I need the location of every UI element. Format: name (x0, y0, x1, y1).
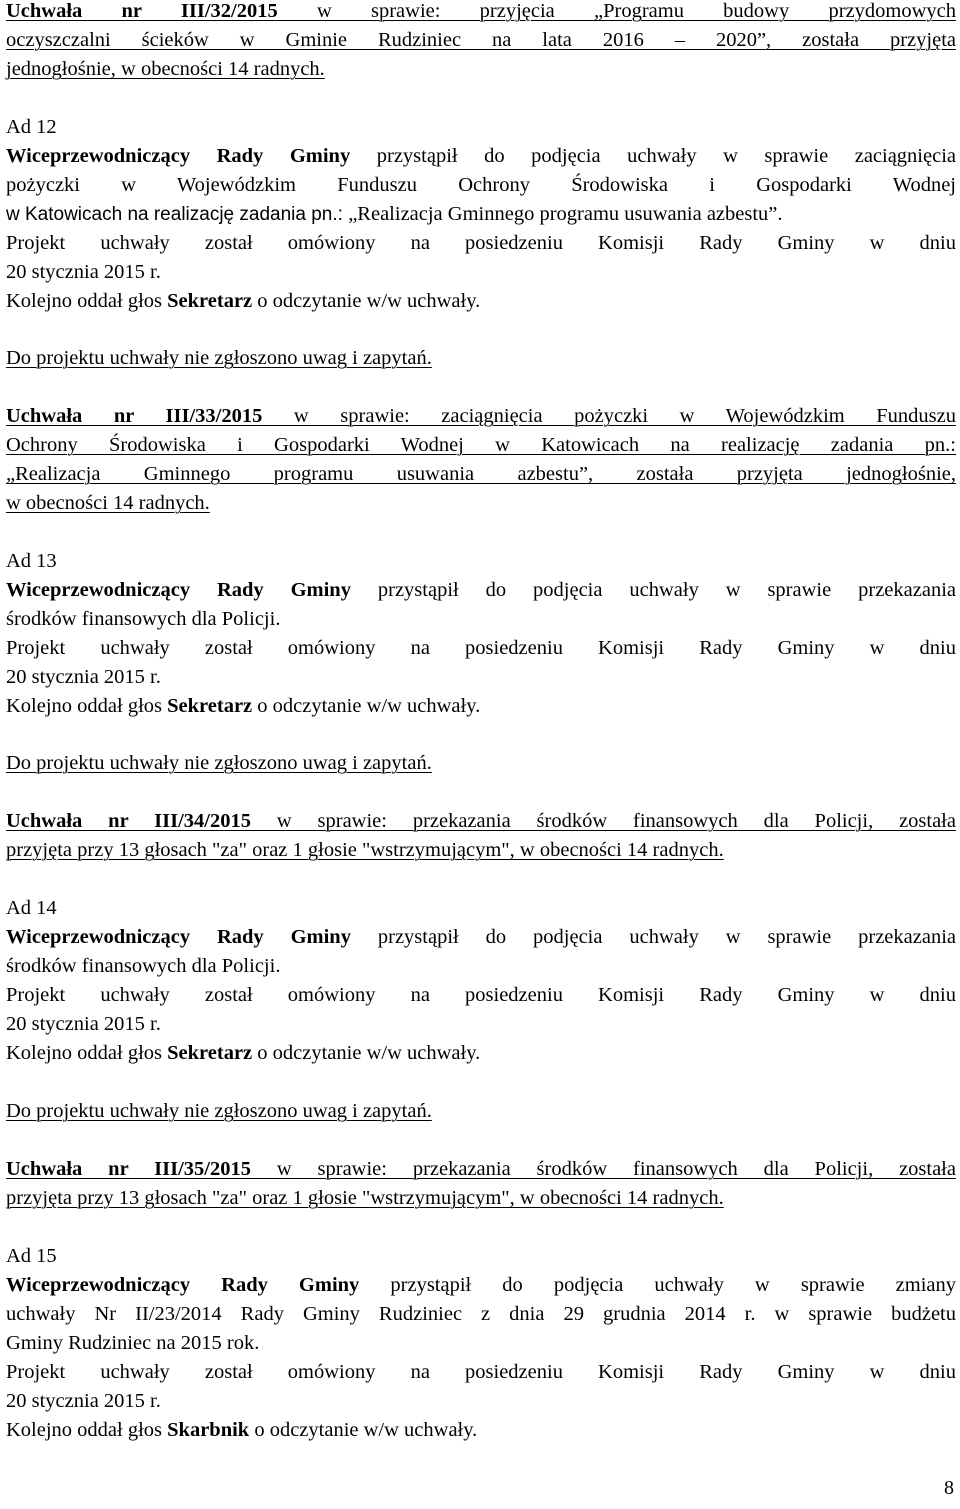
resolution-35-line-1: Uchwała nr III/35/2015 w sprawie: przekazania środków finansowych dla Policji, została (6, 1158, 956, 1180)
ad13-line-4: 20 stycznia 2015 r. (6, 666, 161, 688)
page-number: 8 (944, 1477, 954, 1499)
ad12-line-6: Kolejno oddał głos Sekretarz o odczytanie w/w uchwały. (6, 290, 481, 312)
ad14-line-5: Kolejno oddał głos Sekretarz o odczytanie w/w uchwały. (6, 1042, 481, 1064)
ad13-line-5: Kolejno oddał głos Sekretarz o odczytanie w/w uchwały. (6, 695, 481, 717)
agenda-item-13-heading: Ad 13 (6, 550, 57, 572)
ad15-line-3: Gminy Rudziniec na 2015 rok. (6, 1332, 260, 1354)
ad12-line-5: 20 stycznia 2015 r. (6, 261, 161, 283)
resolution-33-line-1: Uchwała nr III/33/2015 w sprawie: zaciągnięcia pożyczki w Wojewódzkim Funduszu (6, 405, 956, 427)
resolution-32-line-1: Uchwała nr III/32/2015 w sprawie: przyjęcia „Programu budowy przydomowych (6, 0, 956, 22)
ad15-line-6: Kolejno oddał głos Skarbnik o odczytanie w/w uchwały. (6, 1419, 478, 1441)
ad13-line-1: Wiceprzewodniczący Rady Gminy przystąpił do podjęcia uchwały w sprawie przekazania (6, 579, 956, 601)
ad12-line-4: Projekt uchwały został omówiony na posiedzeniu Komisji Rady Gminy w dniu (6, 232, 956, 254)
ad15-line-4: Projekt uchwały został omówiony na posiedzeniu Komisji Rady Gminy w dniu (6, 1361, 956, 1383)
ad13-no-comments: Do projektu uchwały nie zgłoszono uwag i zapytań. (6, 752, 432, 774)
ad12-no-comments: Do projektu uchwały nie zgłoszono uwag i zapytań. (6, 347, 432, 369)
ad14-no-comments: Do projektu uchwały nie zgłoszono uwag i zapytań. (6, 1100, 432, 1122)
ad13-line-2: środków finansowych dla Policji. (6, 608, 281, 630)
resolution-32-line-3: jednogłośnie, w obecności 14 radnych. (6, 58, 325, 80)
ad14-line-2: środków finansowych dla Policji. (6, 955, 281, 977)
resolution-35-line-2: przyjęta przy 13 głosach "za" oraz 1 głosie "wstrzymującym", w obecności 14 radnych. (6, 1187, 724, 1209)
agenda-item-12-heading: Ad 12 (6, 116, 57, 138)
ad14-line-4: 20 stycznia 2015 r. (6, 1013, 161, 1035)
resolution-32-line-2: oczyszczalni ścieków w Gminie Rudziniec na lata 2016 – 2020”, została przyjęta (6, 29, 956, 51)
ad14-line-3: Projekt uchwały został omówiony na posiedzeniu Komisji Rady Gminy w dniu (6, 984, 956, 1006)
ad12-line-3: w Katowicach na realizację zadania pn.: „Realizacja Gminnego programu usuwania azbestu”. (6, 203, 783, 225)
ad15-line-1: Wiceprzewodniczący Rady Gminy przystąpił do podjęcia uchwały w sprawie zmiany (6, 1274, 956, 1296)
resolution-34-line-2: przyjęta przy 13 głosach "za" oraz 1 głosie "wstrzymującym", w obecności 14 radnych. (6, 839, 724, 861)
ad15-line-5: 20 stycznia 2015 r. (6, 1390, 161, 1412)
ad13-line-3: Projekt uchwały został omówiony na posiedzeniu Komisji Rady Gminy w dniu (6, 637, 956, 659)
resolution-33-line-4: w obecności 14 radnych. (6, 492, 210, 514)
resolution-33-line-3: „Realizacja Gminnego programu usuwania azbestu”, została przyjęta jednogłośnie, (6, 463, 956, 485)
ad15-line-2: uchwały Nr II/23/2014 Rady Gminy Rudziniec z dnia 29 grudnia 2014 r. w sprawie budżetu (6, 1303, 956, 1325)
ad12-line-1: Wiceprzewodniczący Rady Gminy przystąpił do podjęcia uchwały w sprawie zaciągnięcia (6, 145, 956, 167)
resolution-34-line-1: Uchwała nr III/34/2015 w sprawie: przekazania środków finansowych dla Policji, została (6, 810, 956, 832)
agenda-item-15-heading: Ad 15 (6, 1245, 57, 1267)
resolution-33-line-2: Ochrony Środowiska i Gospodarki Wodnej w Katowicach na realizację zadania pn.: (6, 434, 956, 456)
ad12-line-2: pożyczki w Wojewódzkim Funduszu Ochrony Środowiska i Gospodarki Wodnej (6, 174, 956, 196)
agenda-item-14-heading: Ad 14 (6, 897, 57, 919)
ad14-line-1: Wiceprzewodniczący Rady Gminy przystąpił do podjęcia uchwały w sprawie przekazania (6, 926, 956, 948)
